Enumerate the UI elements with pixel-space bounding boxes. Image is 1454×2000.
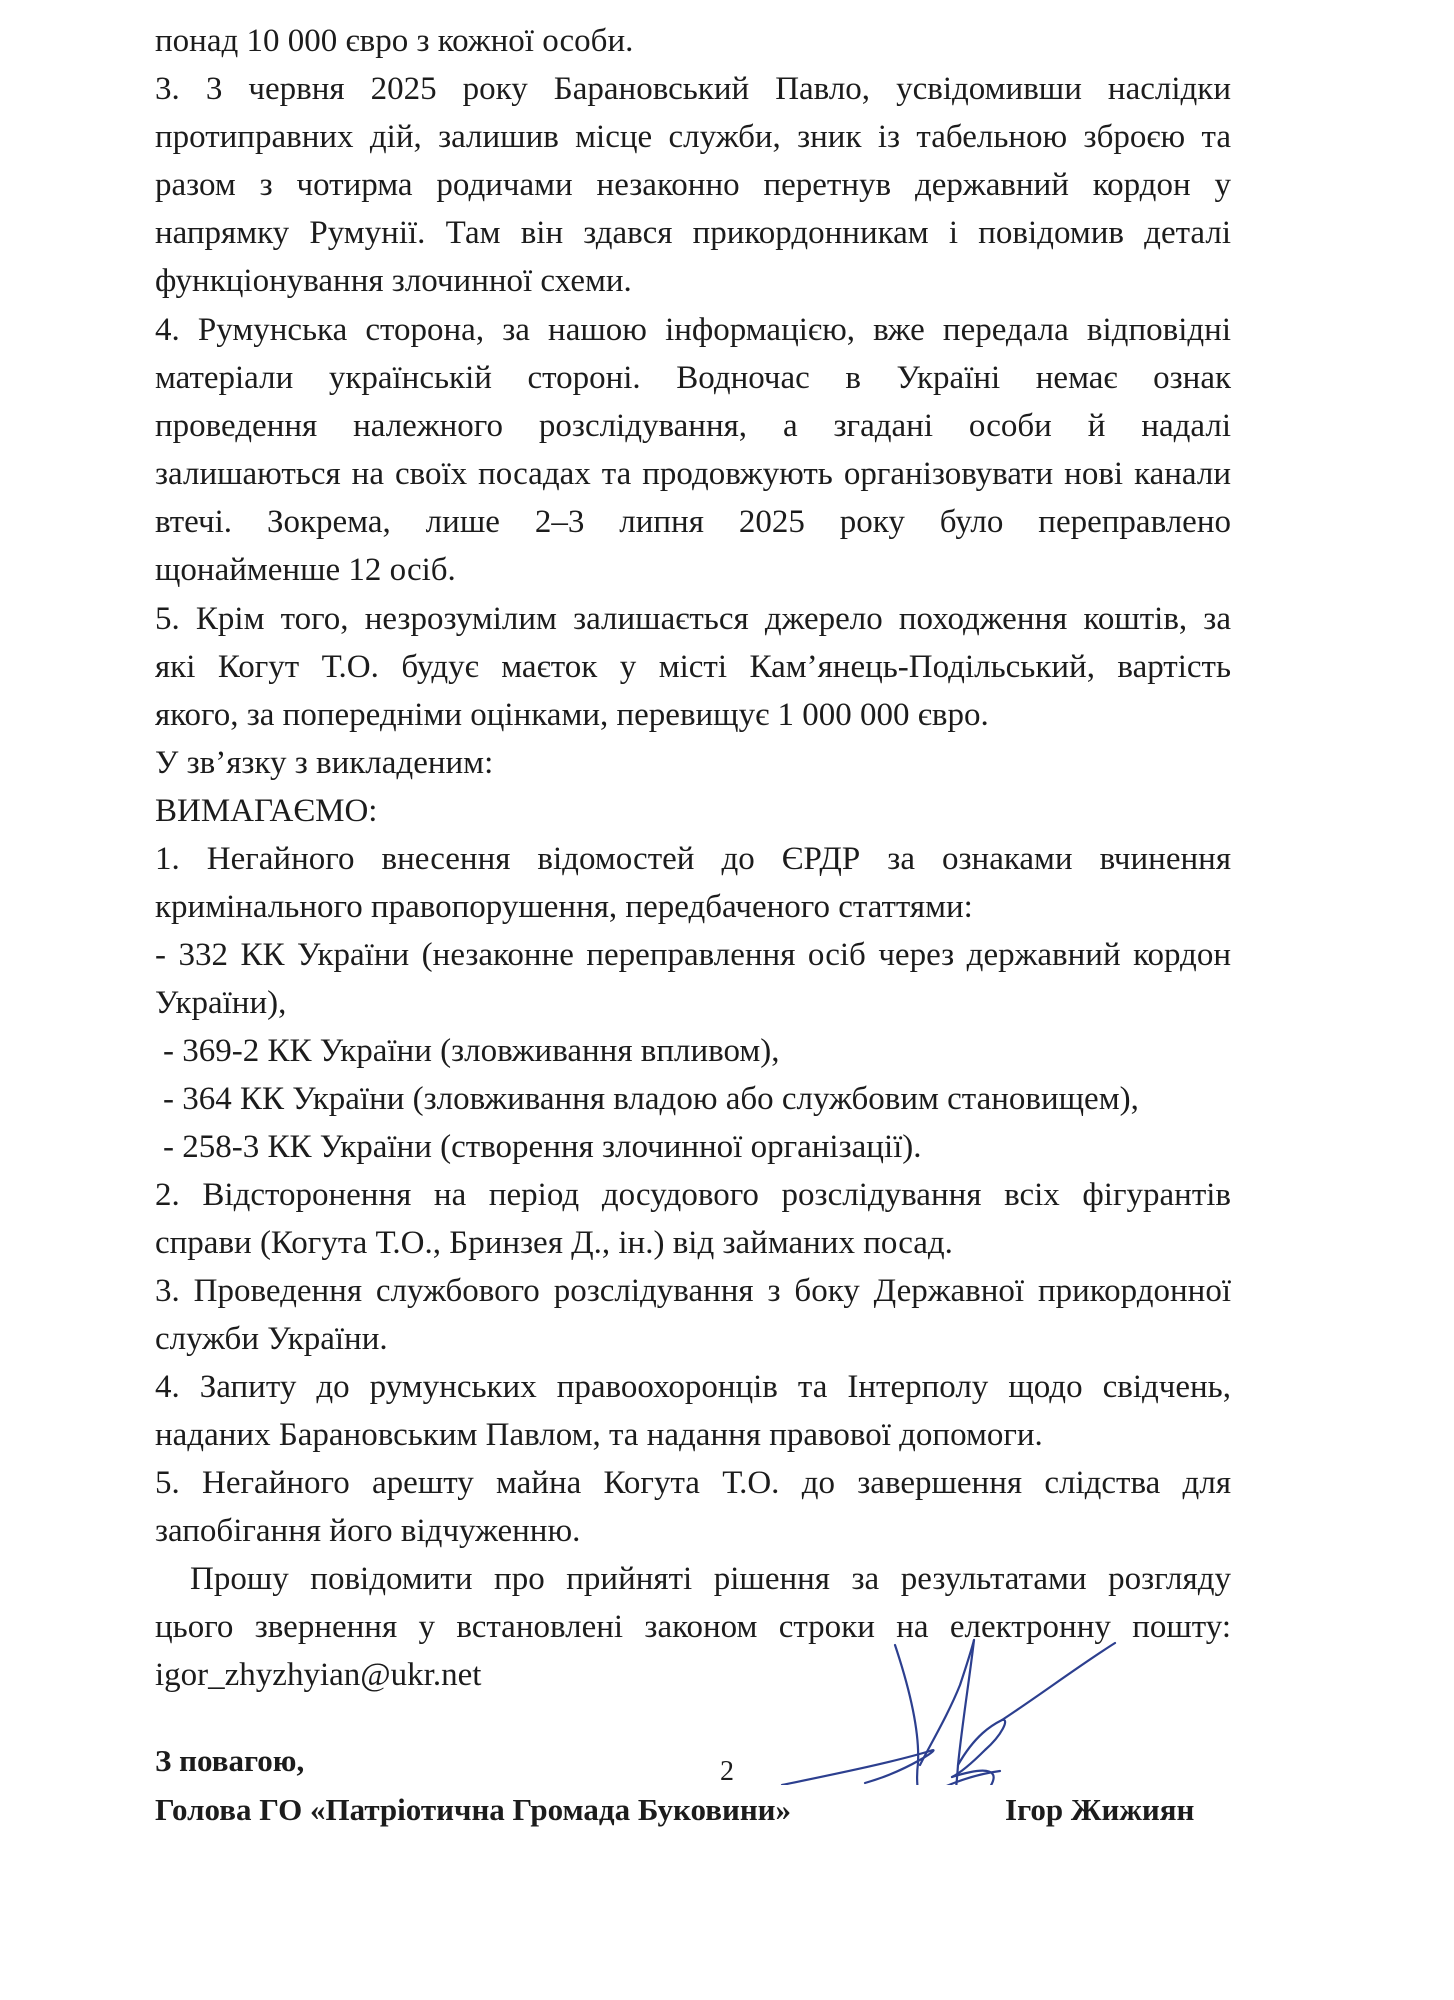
text-line: справи (Когута Т.О., Бринзея Д., ін.) від займаних посад. (155, 1225, 953, 1261)
text-line: - 369-2 КК України (зловживання впливом), (163, 1033, 780, 1069)
text-line: кримінального правопорушення, передбаченого статтями: (155, 889, 973, 925)
text-line: 2. Відсторонення на період досудового розслідування всіх фігурантів (155, 1177, 1231, 1213)
text-line: разом з чотирма родичами незаконно перетнув державний кордон у (155, 167, 1231, 203)
text-line: матеріали українській стороні. Водночас в Україні немає ознак (155, 360, 1231, 396)
text-line: якого, за попередніми оцінками, перевищує 1 000 000 євро. (155, 697, 989, 733)
email-address: igor_zhyzhyian@ukr.net (155, 1657, 482, 1693)
text-line: Прошу повідомити про прийняті рішення за результатами розгляду (190, 1561, 1231, 1597)
text-line: 3. Проведення службового розслідування з боку Державної прикордонної (155, 1273, 1231, 1309)
text-line: протиправних дій, залишив місце служби, зник із табельною зброєю та (155, 119, 1231, 155)
text-line: напрямку Румунії. Там він здався прикордонникам і повідомив деталі (155, 215, 1231, 251)
text-line: 5. Крім того, незрозумілим залишається джерело походження коштів, за (155, 601, 1231, 637)
text-line: України), (155, 985, 287, 1021)
signature-icon (770, 1525, 1130, 1785)
text-line: проведення належного розслідування, а згадані особи й надалі (155, 408, 1231, 444)
text-line: втечі. Зокрема, лише 2–3 липня 2025 року було переправлено (155, 504, 1231, 540)
text-line: У зв’язку з викладеним: (155, 745, 494, 781)
signatory-name: Ігор Жижиян (1005, 1792, 1195, 1827)
text-line: служби України. (155, 1321, 388, 1357)
text-line: понад 10 000 євро з кожної особи. (155, 23, 634, 59)
text-line: наданих Барановським Павлом, та надання правової допомоги. (155, 1417, 1043, 1453)
text-line: запобігання його відчуженню. (155, 1513, 581, 1549)
text-line: 4. Запиту до румунських правоохоронців та Інтерполу щодо свідчень, (155, 1369, 1231, 1405)
page-number: 2 (720, 1756, 734, 1787)
text-line: 1. Негайного внесення відомостей до ЄРДР за ознаками вчинення (155, 841, 1231, 877)
closing-salutation: З повагою, (155, 1743, 305, 1778)
text-line: 3. 3 червня 2025 року Барановський Павло, усвідомивши наслідки (155, 71, 1231, 107)
text-line: ВИМАГАЄМО: (155, 793, 378, 829)
text-line: - 364 КК України (зловживання владою або службовим становищем), (163, 1081, 1139, 1117)
text-line: 4. Румунська сторона, за нашою інформацією, вже передала відповідні (155, 312, 1231, 348)
text-line: функціонування злочинної схеми. (155, 263, 632, 299)
signatory-title: Голова ГО «Патріотична Громада Буковини» (155, 1792, 792, 1827)
text-line: - 258-3 КК України (створення злочинної організації). (163, 1129, 922, 1165)
text-line: щонайменше 12 осіб. (155, 552, 456, 588)
text-line: 5. Негайного арешту майна Когута Т.О. до завершення слідства для (155, 1465, 1231, 1501)
text-line: цього звернення у встановлені законом строки на електронну пошту: (155, 1609, 1231, 1645)
text-line: які Когут Т.О. будує маєток у місті Кам’янець-Подільський, вартість (155, 649, 1231, 685)
text-line: залишаються на своїх посадах та продовжують організовувати нові канали (155, 456, 1231, 492)
text-line: - 332 КК України (незаконне переправлення осіб через державний кордон (155, 937, 1231, 973)
